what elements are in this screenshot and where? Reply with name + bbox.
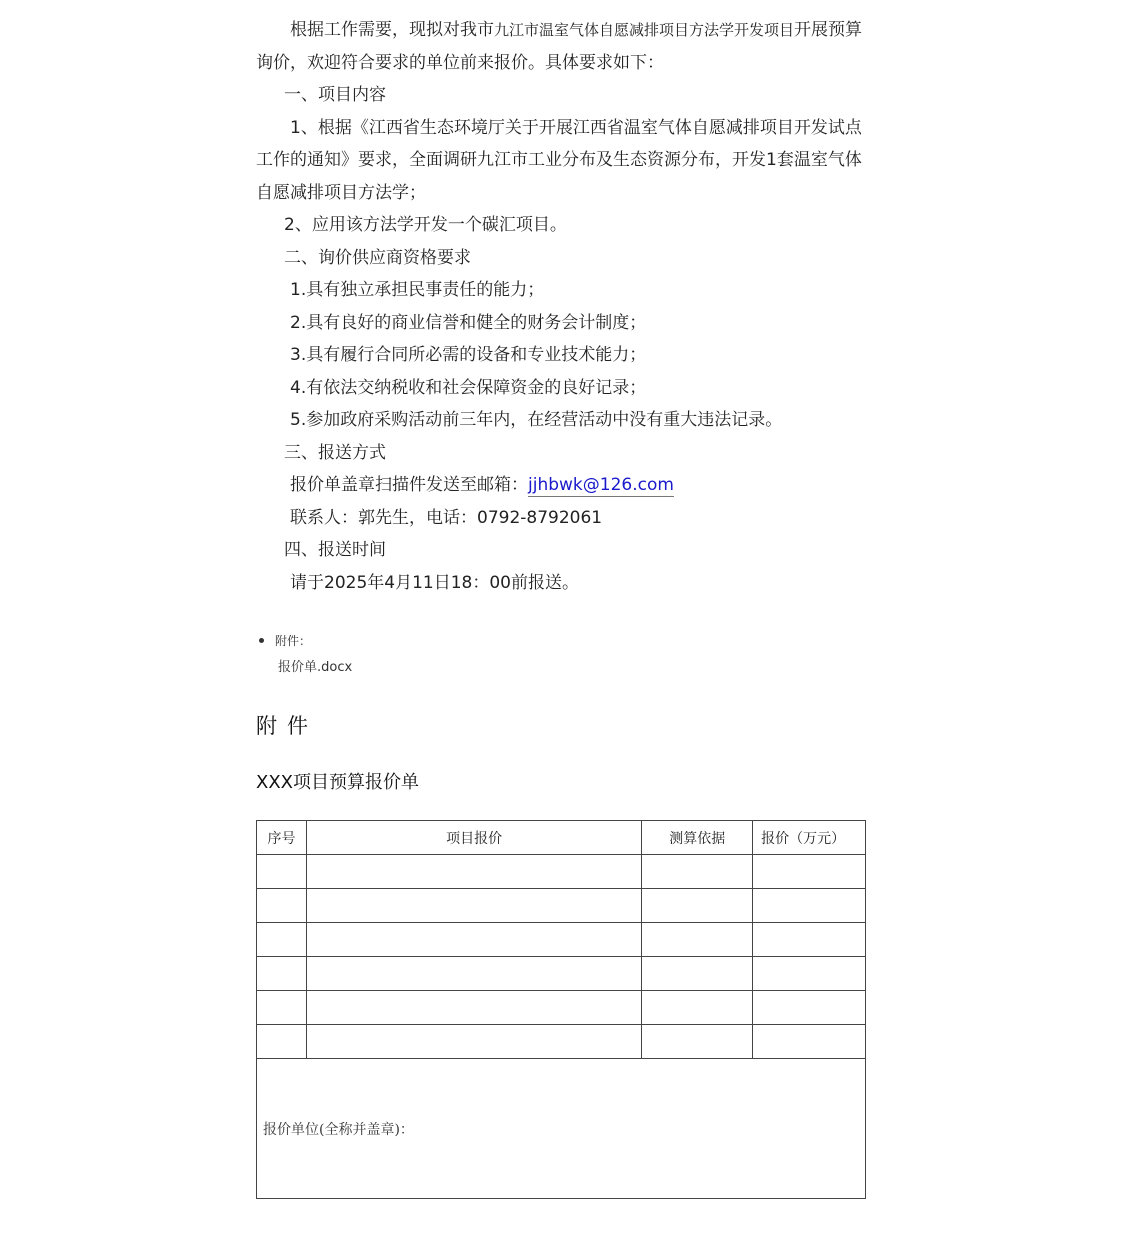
cell	[642, 957, 753, 991]
deadline-line: 请于2025年4月11日18：00前报送。	[290, 572, 579, 593]
table-row	[257, 957, 866, 991]
quote-table	[256, 820, 866, 1199]
col-header-index: 序号	[257, 821, 307, 855]
cell	[306, 889, 641, 923]
table-row	[257, 991, 866, 1025]
cell	[753, 957, 866, 991]
attachment-file-link[interactable]: 报价单.docx	[278, 660, 353, 675]
cell	[257, 923, 307, 957]
cell	[642, 923, 753, 957]
table-header-row	[257, 821, 866, 855]
cell	[753, 991, 866, 1025]
contact-line: 联系人：郭先生，电话：0792-8792061	[290, 507, 603, 528]
col-header-basis: 测算依据	[642, 821, 753, 855]
section-heading-qualifications: 二、询价供应商资格要求	[284, 247, 471, 268]
qualification-item-2: 2.具有良好的商业信誉和健全的财务会计制度；	[290, 312, 647, 333]
cell	[753, 889, 866, 923]
cell	[306, 855, 641, 889]
table-footer-row	[257, 1059, 866, 1199]
table-row	[257, 855, 866, 889]
cell	[257, 991, 307, 1025]
appendix-heading: 附件	[256, 714, 318, 738]
cell	[257, 855, 307, 889]
col-header-item: 项目报价	[306, 821, 641, 855]
cell	[642, 1025, 753, 1059]
intro-text-1: 根据工作需要，现拟对我市	[290, 20, 494, 40]
qualification-item-1: 1.具有独立承担民事责任的能力；	[290, 280, 545, 300]
appendix-title: XXX项目预算报价单	[256, 772, 419, 793]
cell	[306, 991, 641, 1025]
cell	[257, 889, 307, 923]
table-row	[257, 923, 866, 957]
section-heading-deadline: 四、报送时间	[284, 540, 386, 560]
attachments-list	[256, 630, 352, 675]
quoting-unit-field: 报价单位(全称并盖章)：	[257, 1059, 866, 1199]
notice-body	[256, 14, 866, 599]
table-row	[257, 1025, 866, 1059]
section-heading-content: 一、项目内容	[284, 85, 386, 105]
project-name: 九江市温室气体自愿减排项目方法学开发项目	[494, 21, 795, 39]
cell	[306, 1025, 641, 1059]
cell	[306, 957, 641, 991]
cell	[642, 855, 753, 889]
cell	[753, 923, 866, 957]
cell	[306, 923, 641, 957]
cell	[257, 957, 307, 991]
col-header-price: 报价（万元）	[753, 821, 866, 855]
email-link[interactable]: jjhbwk@126.com	[528, 475, 674, 495]
content-item-1: 1、根据《江西省生态环境厅关于开展江西省温室气体自愿减排项目开发试点工作的通知》要求，全面调研九江市工业分布及生态资源分布，开发1套温室气体自愿减排项目方法学；	[256, 117, 862, 203]
attachments-item	[256, 630, 352, 650]
qualification-item-5: 5.参加政府采购活动前三年内，在经营活动中没有重大违法记录。	[290, 410, 783, 430]
cell	[753, 1025, 866, 1059]
table-row	[257, 889, 866, 923]
qualification-item-3: 3.具有履行合同所必需的设备和专业技术能力；	[290, 345, 647, 365]
cell	[753, 855, 866, 889]
intro-paragraph	[256, 14, 866, 79]
intro-text-2: 开展预算询价，欢迎符合要求的单位前来报价。具体要求如下：	[256, 20, 863, 73]
bullet-icon	[259, 638, 264, 643]
section-heading-submission: 三、报送方式	[284, 442, 386, 463]
email-label: 报价单盖章扫描件发送至邮箱：	[290, 475, 528, 495]
cell	[642, 889, 753, 923]
email-line	[256, 469, 866, 502]
content-item-2: 2、应用该方法学开发一个碳汇项目。	[284, 215, 567, 235]
qualification-item-4: 4.有依法交纳税收和社会保障资金的良好记录；	[290, 377, 647, 398]
cell	[257, 1025, 307, 1059]
cell	[642, 991, 753, 1025]
attachments-label: 附件：	[275, 633, 312, 648]
